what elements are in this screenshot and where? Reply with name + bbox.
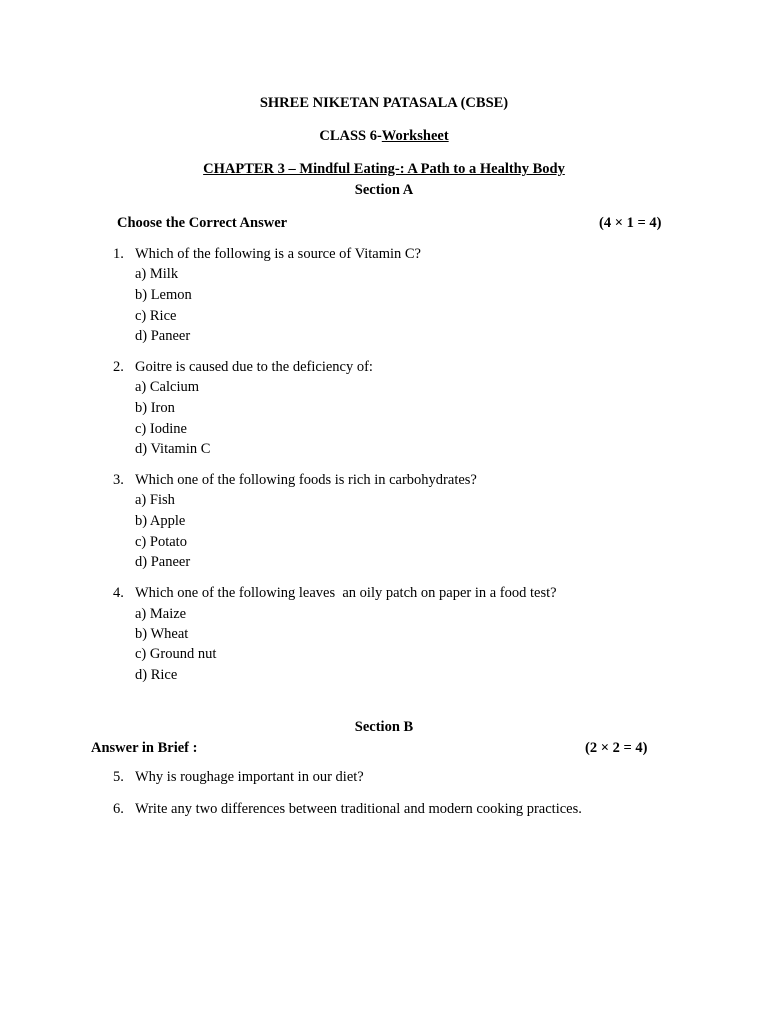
option: c) Iodine (135, 421, 187, 437)
section-b-marks: (2 × 2 = 4) (585, 740, 648, 756)
class-worksheet: Worksheet (381, 128, 449, 144)
question-text: Which one of the following leaves an oily patch on paper in a food test? (135, 585, 557, 601)
option: d) Vitamin C (135, 441, 211, 457)
question-number: 3. (113, 472, 124, 488)
option: a) Calcium (135, 379, 200, 395)
question-number: 4. (113, 585, 124, 601)
section-b-instruction: Answer in Brief : (91, 740, 198, 756)
option: b) Lemon (135, 287, 192, 303)
question-text: Why is roughage important in our diet? (135, 769, 364, 785)
question-text: Goitre is caused due to the deficiency of: (135, 359, 373, 375)
school-name: SHREE NIKETAN PATASALA (CBSE) (259, 95, 509, 111)
question-number: 2. (113, 359, 124, 375)
class-title (0, 127, 768, 145)
section-b-title: Section B (354, 719, 414, 735)
section-a-marks: (4 × 1 = 4) (599, 215, 662, 231)
option: b) Wheat (135, 626, 189, 642)
section-a-title: Section A (354, 182, 414, 198)
question-text: Write any two differences between traditional and modern cooking practices. (135, 801, 582, 817)
option: b) Apple (135, 513, 186, 529)
section-a-instruction: Choose the Correct Answer (117, 215, 288, 231)
option: c) Potato (135, 534, 187, 550)
question-number: 6. (113, 801, 124, 817)
option: b) Iron (135, 400, 175, 416)
option: d) Paneer (135, 328, 191, 344)
option: d) Rice (135, 667, 178, 683)
option: d) Paneer (135, 554, 191, 570)
option: a) Maize (135, 606, 187, 622)
question-text: Which one of the following foods is rich in carbohydrates? (135, 472, 477, 488)
question-text: Which of the following is a source of Vitamin C? (135, 246, 421, 262)
option: c) Ground nut (135, 646, 217, 662)
question-number: 1. (113, 246, 124, 262)
option: c) Rice (135, 308, 177, 324)
chapter-title: CHAPTER 3 – Mindful Eating-: A Path to a Healthy Body (203, 161, 565, 177)
option: a) Fish (135, 492, 175, 508)
option: a) Milk (135, 266, 179, 282)
class-prefix: CLASS 6- (319, 128, 382, 144)
question-number: 5. (113, 769, 124, 785)
